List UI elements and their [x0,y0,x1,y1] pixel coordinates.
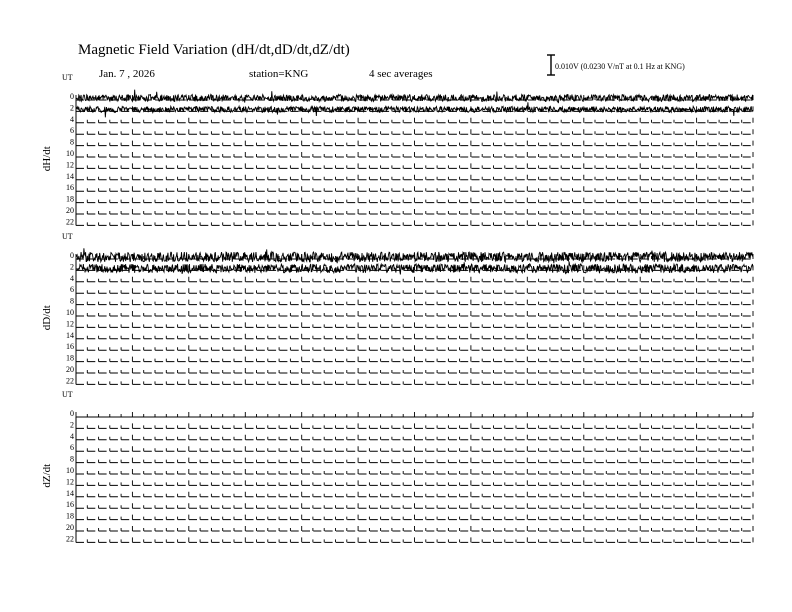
row-ticks [76,175,753,180]
row-label: 12 [66,319,74,329]
row-label: 6 [70,443,74,453]
row-ticks [76,435,753,440]
row-label: 6 [70,285,74,295]
row-ticks [76,379,753,384]
row-label: 4 [70,431,74,441]
row-ticks [76,458,753,463]
station-label: station=KNG [249,68,309,80]
row-label: 14 [66,330,74,340]
panel-1 [41,232,753,385]
panel-0 [41,73,753,226]
row-ticks [76,141,753,146]
row-ticks [76,129,753,134]
row-ticks [76,357,753,362]
row-label: 10 [66,466,74,475]
scale-bar [547,55,555,75]
row-label: 0 [70,92,74,101]
ut-label: UT [62,390,73,399]
row-ticks [76,412,753,417]
panel-2 [41,390,753,543]
row-ticks [76,526,753,531]
row-ticks [76,118,753,123]
row-label: 20 [66,365,74,374]
row-ticks [76,503,753,508]
row-label: 16 [66,342,74,352]
row-label: 22 [66,534,74,544]
row-label: 10 [66,149,74,158]
row-label: 2 [70,103,74,113]
row-label: 2 [70,420,74,430]
row-label: 4 [70,273,74,283]
row-label: 6 [70,126,74,136]
scale-note: 0.010V (0.0230 V/nT at 0.1 Hz at KNG) [555,62,685,71]
row-label: 18 [66,353,74,363]
row-ticks [76,198,753,203]
row-label: 16 [66,500,74,510]
row-ticks [76,469,753,474]
series-trace-0 [76,248,753,263]
ut-label: UT [62,73,73,82]
date-label: Jan. 7 , 2026 [99,68,155,80]
row-ticks [76,152,753,157]
row-label: 16 [66,183,74,193]
row-label: 22 [66,217,74,227]
row-ticks [76,368,753,373]
row-label: 2 [70,262,74,272]
row-label: 8 [70,296,74,306]
row-label: 20 [66,206,74,215]
row-ticks [76,300,753,305]
row-ticks [76,480,753,485]
row-label: 8 [70,454,74,464]
row-label: 12 [66,477,74,487]
panel-axis-label: dH/dt [41,146,53,172]
series-trace-1 [76,262,753,275]
row-label: 18 [66,194,74,204]
row-ticks [76,322,753,327]
row-ticks [76,277,753,282]
averaging-label: 4 sec averages [369,68,433,80]
row-label: 22 [66,376,74,386]
row-ticks [76,537,753,542]
row-ticks [76,311,753,316]
row-label: 8 [70,137,74,147]
row-label: 12 [66,160,74,170]
panel-axis-label: dZ/dt [41,463,53,488]
row-ticks [76,492,753,497]
row-label: 4 [70,114,74,124]
row-label: 14 [66,488,74,498]
row-ticks [76,515,753,520]
row-label: 10 [66,308,74,317]
row-label: 20 [66,523,74,532]
panel-axis-label: dD/dt [41,305,53,331]
row-ticks [76,345,753,350]
series-trace-1 [76,102,753,117]
chart-title: Magnetic Field Variation (dH/dt,dD/dt,dZ/dt) [78,42,350,58]
row-ticks [76,288,753,293]
row-label: 0 [70,409,74,418]
row-label: 0 [70,251,74,260]
row-ticks [76,186,753,191]
row-ticks [76,423,753,428]
row-ticks [76,220,753,225]
row-ticks [76,334,753,339]
row-label: 18 [66,511,74,521]
panels [41,73,753,543]
row-ticks [76,209,753,214]
row-ticks [76,163,753,168]
row-ticks [76,446,753,451]
ut-label: UT [62,232,73,241]
row-label: 14 [66,171,74,181]
